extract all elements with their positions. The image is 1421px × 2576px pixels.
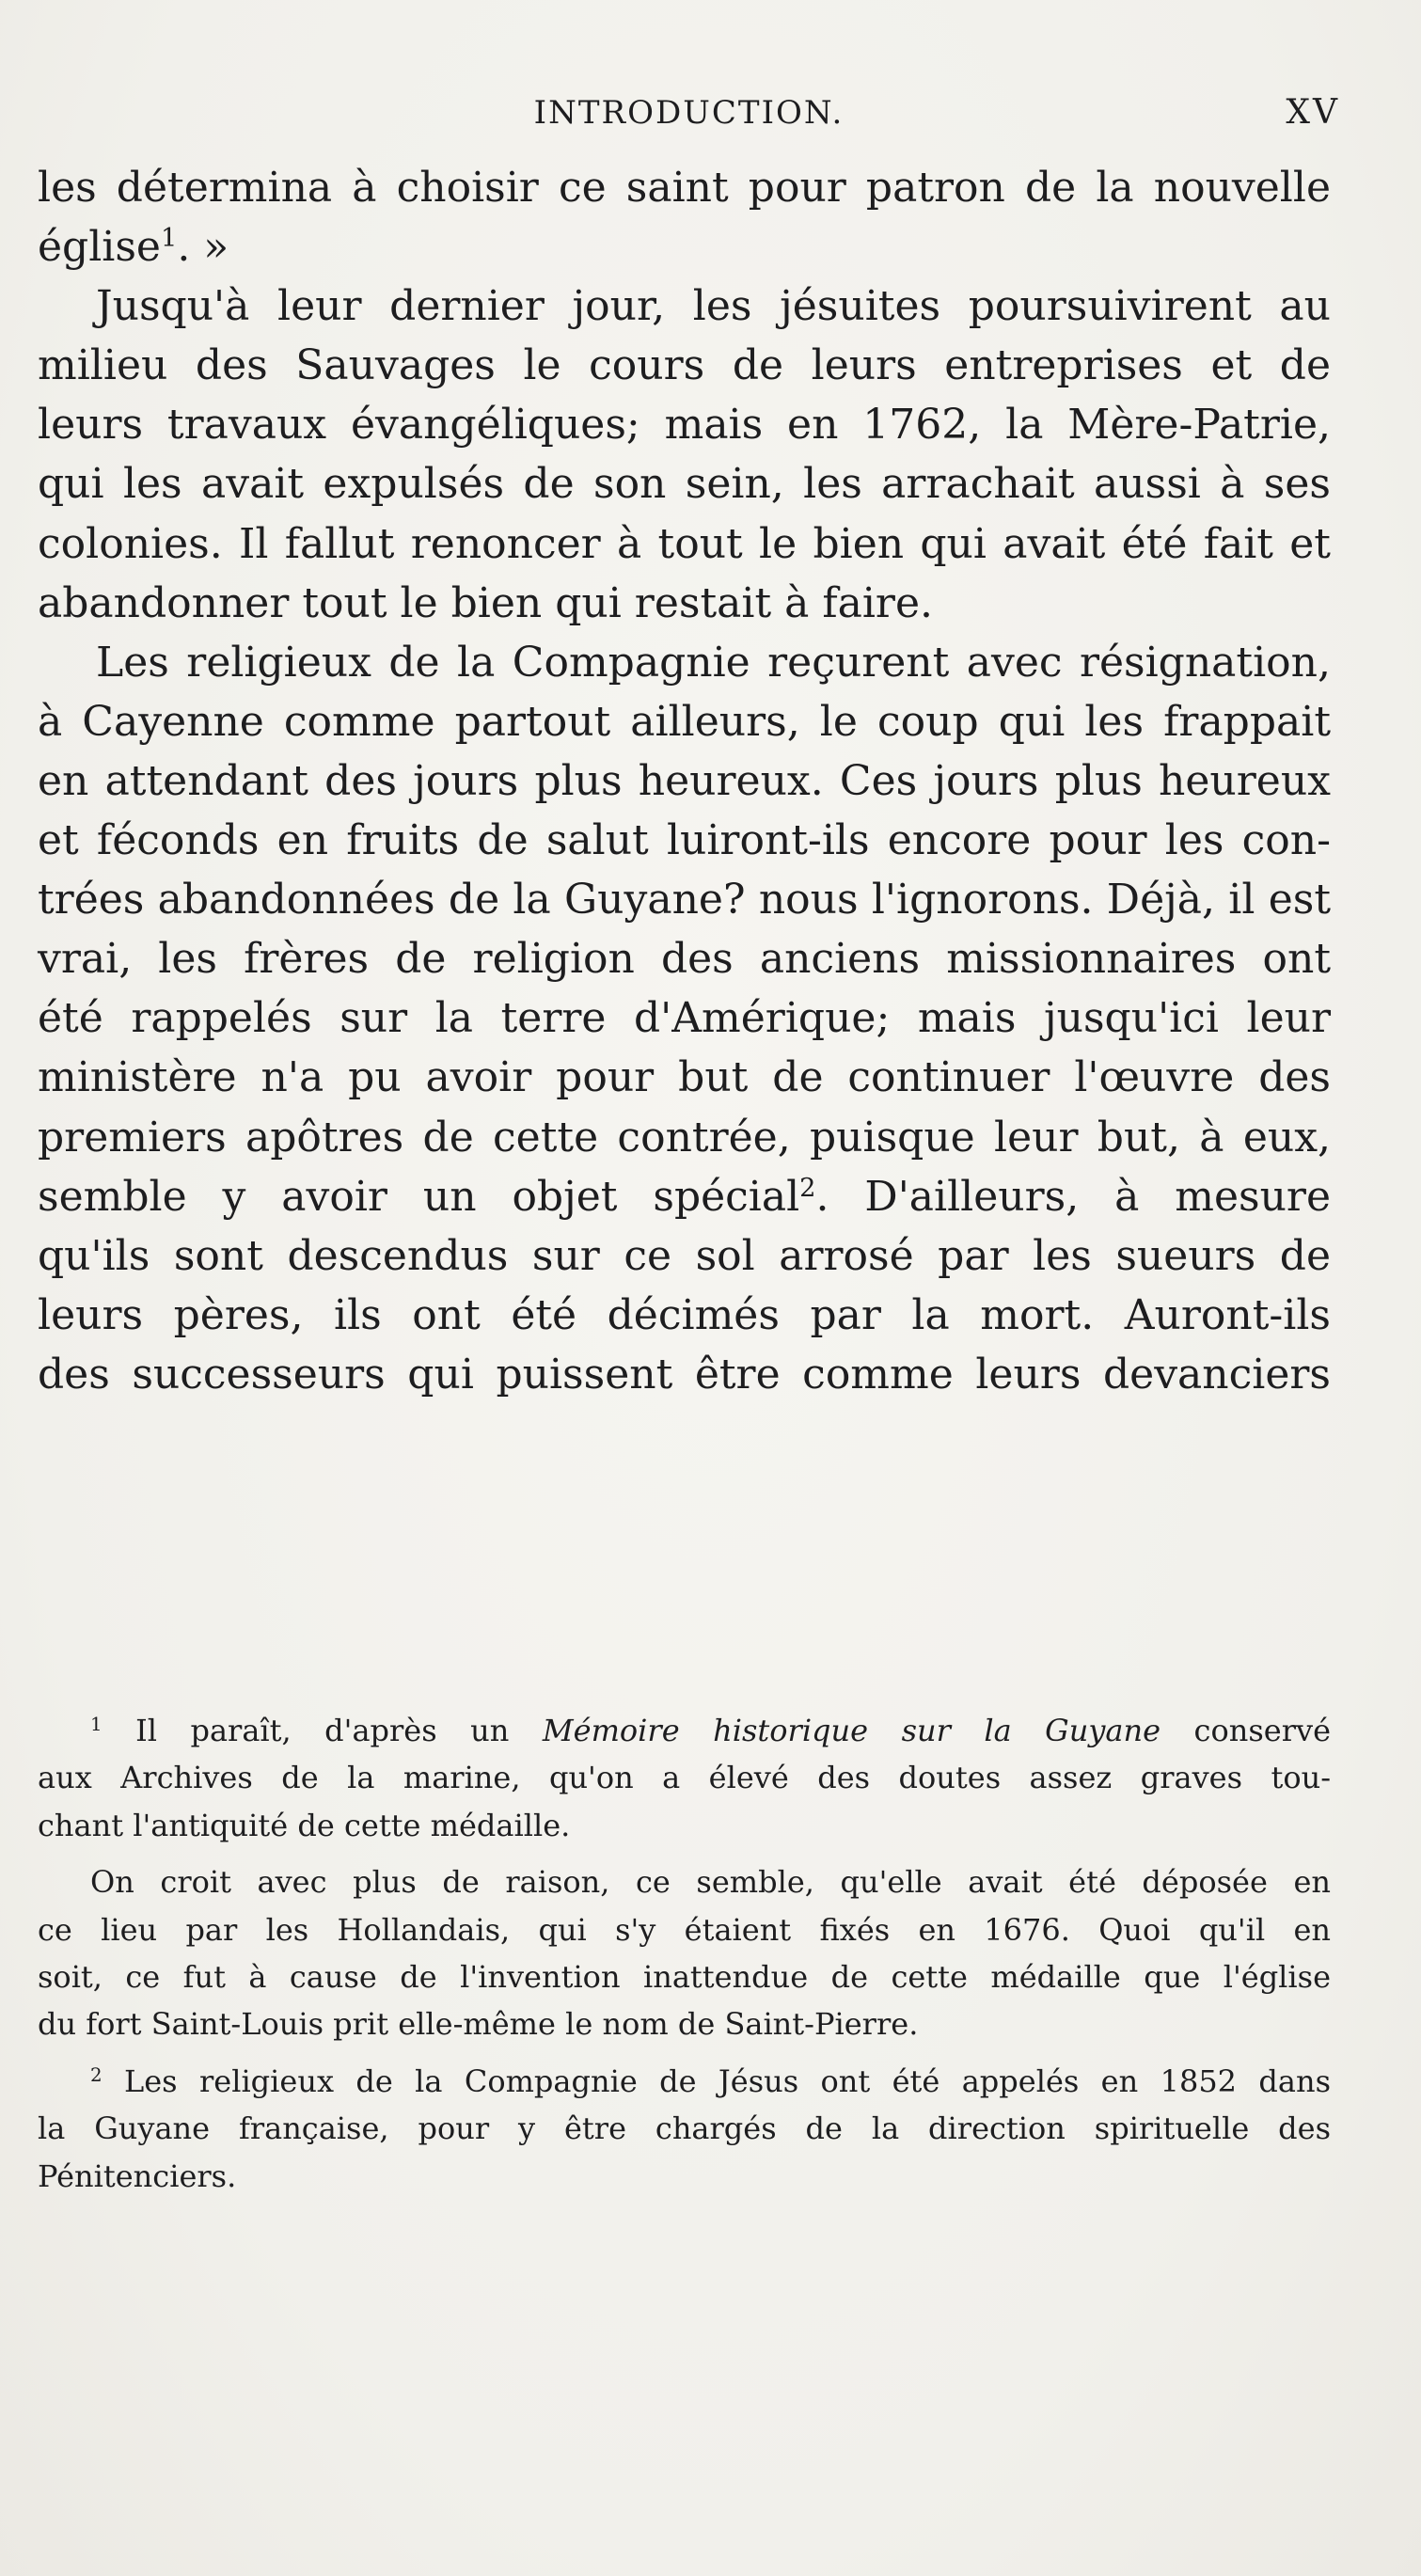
line-text: ce lieu par les Hollandais, qui s'y étaient fixés en 1676. Quoi qu'il en — [38, 1911, 1331, 1948]
line-text: église — [38, 223, 161, 272]
text-line — [38, 929, 1331, 988]
line-text: la Guyane française, pour y être chargés de la direction spirituelle des — [38, 2110, 1331, 2147]
line-text: ministère n'a pu avoir pour but de continuer l'œuvre des — [38, 1053, 1331, 1102]
line-text: été rappelés sur la terre d'Amérique; mais jusqu'ici leur — [38, 994, 1331, 1043]
line-text: Pénitenciers. — [38, 2157, 237, 2194]
line-text: trées abandonnées de la Guyane? nous l'ignorons. Déjà, il est — [38, 876, 1331, 925]
line-text: abandonner tout le bien qui restait à faire. — [38, 578, 933, 627]
line-text: en attendant des jours plus heureux. Ces jours plus heureux — [38, 756, 1331, 805]
text-line — [38, 454, 1331, 514]
text-line — [38, 336, 1331, 395]
text-line — [38, 574, 1331, 633]
italic-title: Mémoire historique sur la Guyane — [542, 1713, 1161, 1748]
line-text: des successeurs qui puissent être comme leurs devanciers — [38, 1350, 1331, 1399]
footnotes — [38, 1707, 1331, 2200]
text-line — [38, 751, 1331, 811]
text-line — [38, 1167, 1331, 1226]
line-text: colonies. Il fallut renoncer à tout le bien qui avait été fait et — [38, 519, 1331, 568]
line-text: qu'ils sont descendus sur ce sol arrosé par les sueurs de — [38, 1231, 1331, 1280]
text-line — [38, 1048, 1331, 1107]
text-line — [38, 158, 1331, 217]
line-text: vrai, les frères de religion des anciens missionnaires ont — [38, 935, 1331, 984]
footnote-marker: 2 — [90, 2063, 103, 2086]
footnote-line — [38, 1906, 1331, 1953]
text-line — [38, 988, 1331, 1048]
line-text: leurs travaux évangéliques; mais en 1762, la Mère-Patrie, — [38, 401, 1331, 450]
text-line — [38, 692, 1331, 751]
line-text: semble y avoir un objet spécial — [38, 1172, 800, 1221]
text-line — [38, 395, 1331, 454]
footnote-line — [38, 1858, 1331, 1905]
text-line — [38, 217, 1331, 277]
line-text: Les religieux de la Compagnie reçurent avec résignation, — [96, 638, 1331, 687]
line-text: premiers apôtres de cette contrée, puisque leur but, à eux, — [38, 1113, 1331, 1162]
footnote-line — [38, 2058, 1331, 2105]
line-text: chant l'antiquité de cette médaille. — [38, 1807, 571, 1843]
text-line — [38, 277, 1331, 336]
main-text — [38, 158, 1331, 1404]
text-line — [38, 514, 1331, 574]
running-title: INTRODUCTION. — [533, 94, 845, 132]
text-line — [38, 1226, 1331, 1286]
line-text: soit, ce fut à cause de l'invention inattendue de cette médaille que l'église — [38, 1958, 1331, 1995]
line-text: . » — [177, 223, 229, 272]
line-text: leurs pères, ils ont été décimés par la mort. Auront-ils — [38, 1290, 1331, 1339]
line-text: aux Archives de la marine, qu'on a élevé des doutes assez graves tou- — [38, 1760, 1331, 1796]
line-text: On croit avec plus de raison, ce semble, qu'elle avait été déposée en — [90, 1864, 1331, 1901]
line-text: . D'ailleurs, à mesure — [815, 1172, 1332, 1221]
line-text: Les religieux de la Compagnie de Jésus ont été appelés en 1852 dans — [102, 2062, 1331, 2099]
footnote-line — [38, 2153, 1331, 2200]
text-line — [38, 1345, 1331, 1404]
footnote-line — [38, 1754, 1331, 1801]
footnote-line — [38, 1953, 1331, 2000]
line-text: conservé — [1160, 1713, 1332, 1748]
text-line — [38, 633, 1331, 692]
line-text: et féconds en fruits de salut luiront-ils encore pour les con- — [38, 816, 1331, 865]
text-line — [38, 870, 1331, 929]
line-text: à Cayenne comme partout ailleurs, le coup qui les frappait — [38, 697, 1331, 746]
text-line — [38, 811, 1331, 870]
page-number: XV — [1286, 93, 1340, 132]
line-text: qui les avait expulsés de son sein, les arrachait aussi à ses — [38, 460, 1331, 509]
text-line — [38, 1108, 1331, 1167]
footnote-reference: 2 — [799, 1173, 816, 1203]
footnote-line — [38, 2105, 1331, 2152]
text-line — [38, 1286, 1331, 1345]
line-text: milieu des Sauvages le cours de leurs entreprises et de — [38, 341, 1331, 390]
footnote-line — [38, 2000, 1331, 2047]
footnote-line — [38, 1707, 1331, 1754]
footnote-reference: 1 — [160, 224, 178, 254]
footnote-marker: 1 — [90, 1714, 103, 1736]
line-text: du fort Saint-Louis prit elle-même le nom de Saint-Pierre. — [38, 2006, 919, 2043]
footnote-line — [38, 1802, 1331, 1849]
line-text: Il paraît, d'après un — [102, 1713, 543, 1748]
line-text: Jusqu'à leur dernier jour, les jésuites poursuivirent au — [96, 282, 1331, 331]
running-head — [38, 87, 1340, 139]
line-text: les détermina à choisir ce saint pour patron de la nouvelle — [38, 164, 1331, 212]
